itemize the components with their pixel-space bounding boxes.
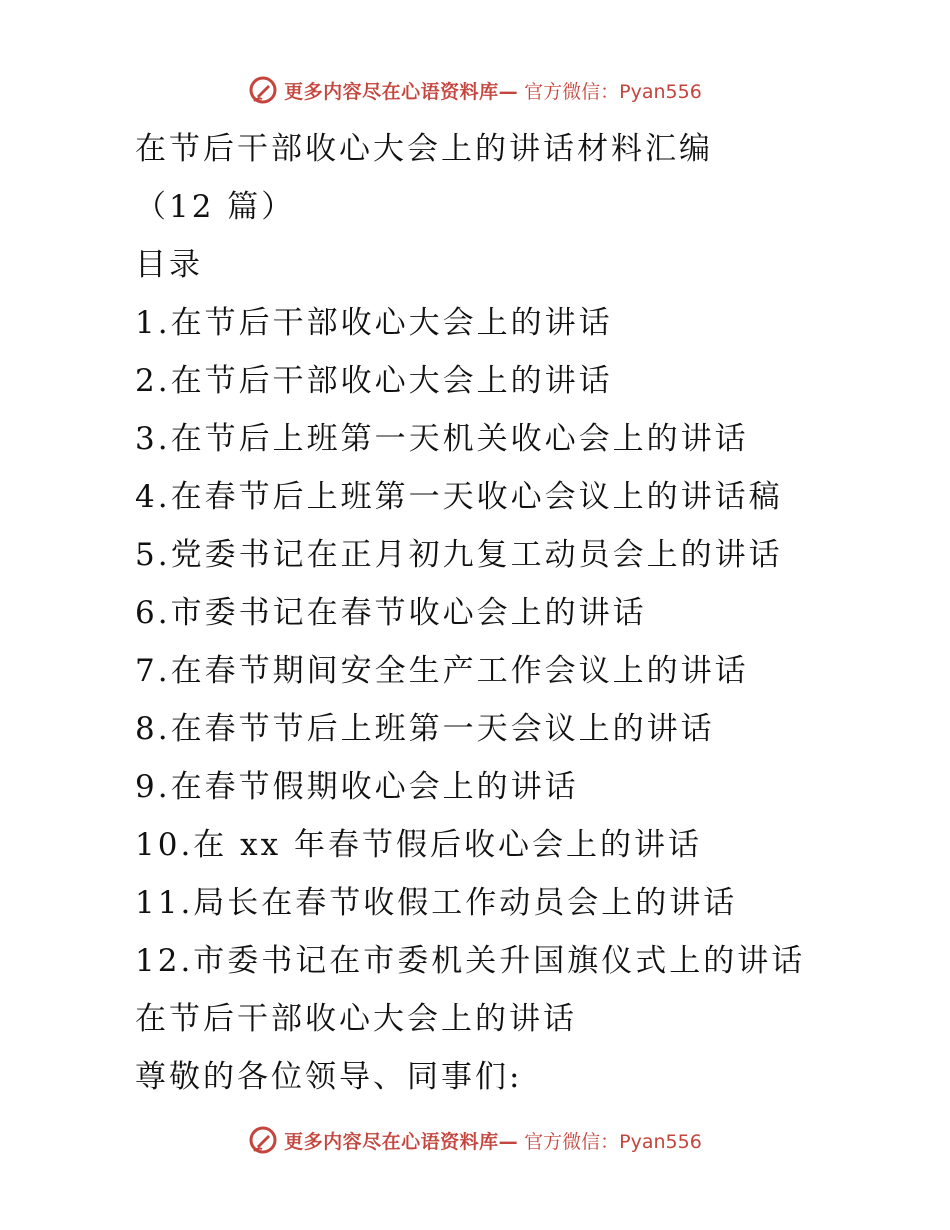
toc-heading: 目录 <box>135 247 203 283</box>
footer-banner-wechat: 官方微信：Pyan556 <box>524 1130 702 1153</box>
header-banner-wechat: 官方微信：Pyan556 <box>524 80 702 103</box>
header-banner <box>0 70 950 110</box>
document-subtitle: （12 篇） <box>135 189 296 225</box>
pen-logo-icon <box>248 75 278 105</box>
toc-item: 12.市委书记在市委机关升国旗仪式上的讲话 <box>135 943 806 979</box>
toc-item: 11.局长在春节收假工作动员会上的讲话 <box>135 885 738 921</box>
toc-item: 3.在节后上班第一天机关收心会上的讲话 <box>135 421 749 457</box>
section-title: 在节后干部收心大会上的讲话 <box>135 1001 577 1037</box>
toc-item: 2.在节后干部收心大会上的讲话 <box>135 363 613 399</box>
footer-banner-text: 更多内容尽在心语资料库— <box>284 1130 519 1153</box>
pen-logo-icon <box>248 1125 278 1155</box>
toc-item: 10.在 xx 年春节假后收心会上的讲话 <box>135 827 702 863</box>
document-body <box>135 120 915 1106</box>
toc-item: 7.在春节期间安全生产工作会议上的讲话 <box>135 653 749 689</box>
header-banner-text: 更多内容尽在心语资料库— <box>284 80 519 103</box>
toc-item: 4.在春节后上班第一天收心会议上的讲话稿 <box>135 479 783 515</box>
toc-item: 8.在春节节后上班第一天会议上的讲话 <box>135 711 715 747</box>
toc-item: 1.在节后干部收心大会上的讲话 <box>135 305 613 341</box>
toc-item: 6.市委书记在春节收心会上的讲话 <box>135 595 647 631</box>
footer-banner <box>0 1120 950 1160</box>
toc-item: 9.在春节假期收心会上的讲话 <box>135 769 579 805</box>
document-title: 在节后干部收心大会上的讲话材料汇编 <box>135 131 713 167</box>
toc-item: 5.党委书记在正月初九复工动员会上的讲话 <box>135 537 783 573</box>
greeting: 尊敬的各位领导、同事们: <box>135 1059 523 1095</box>
